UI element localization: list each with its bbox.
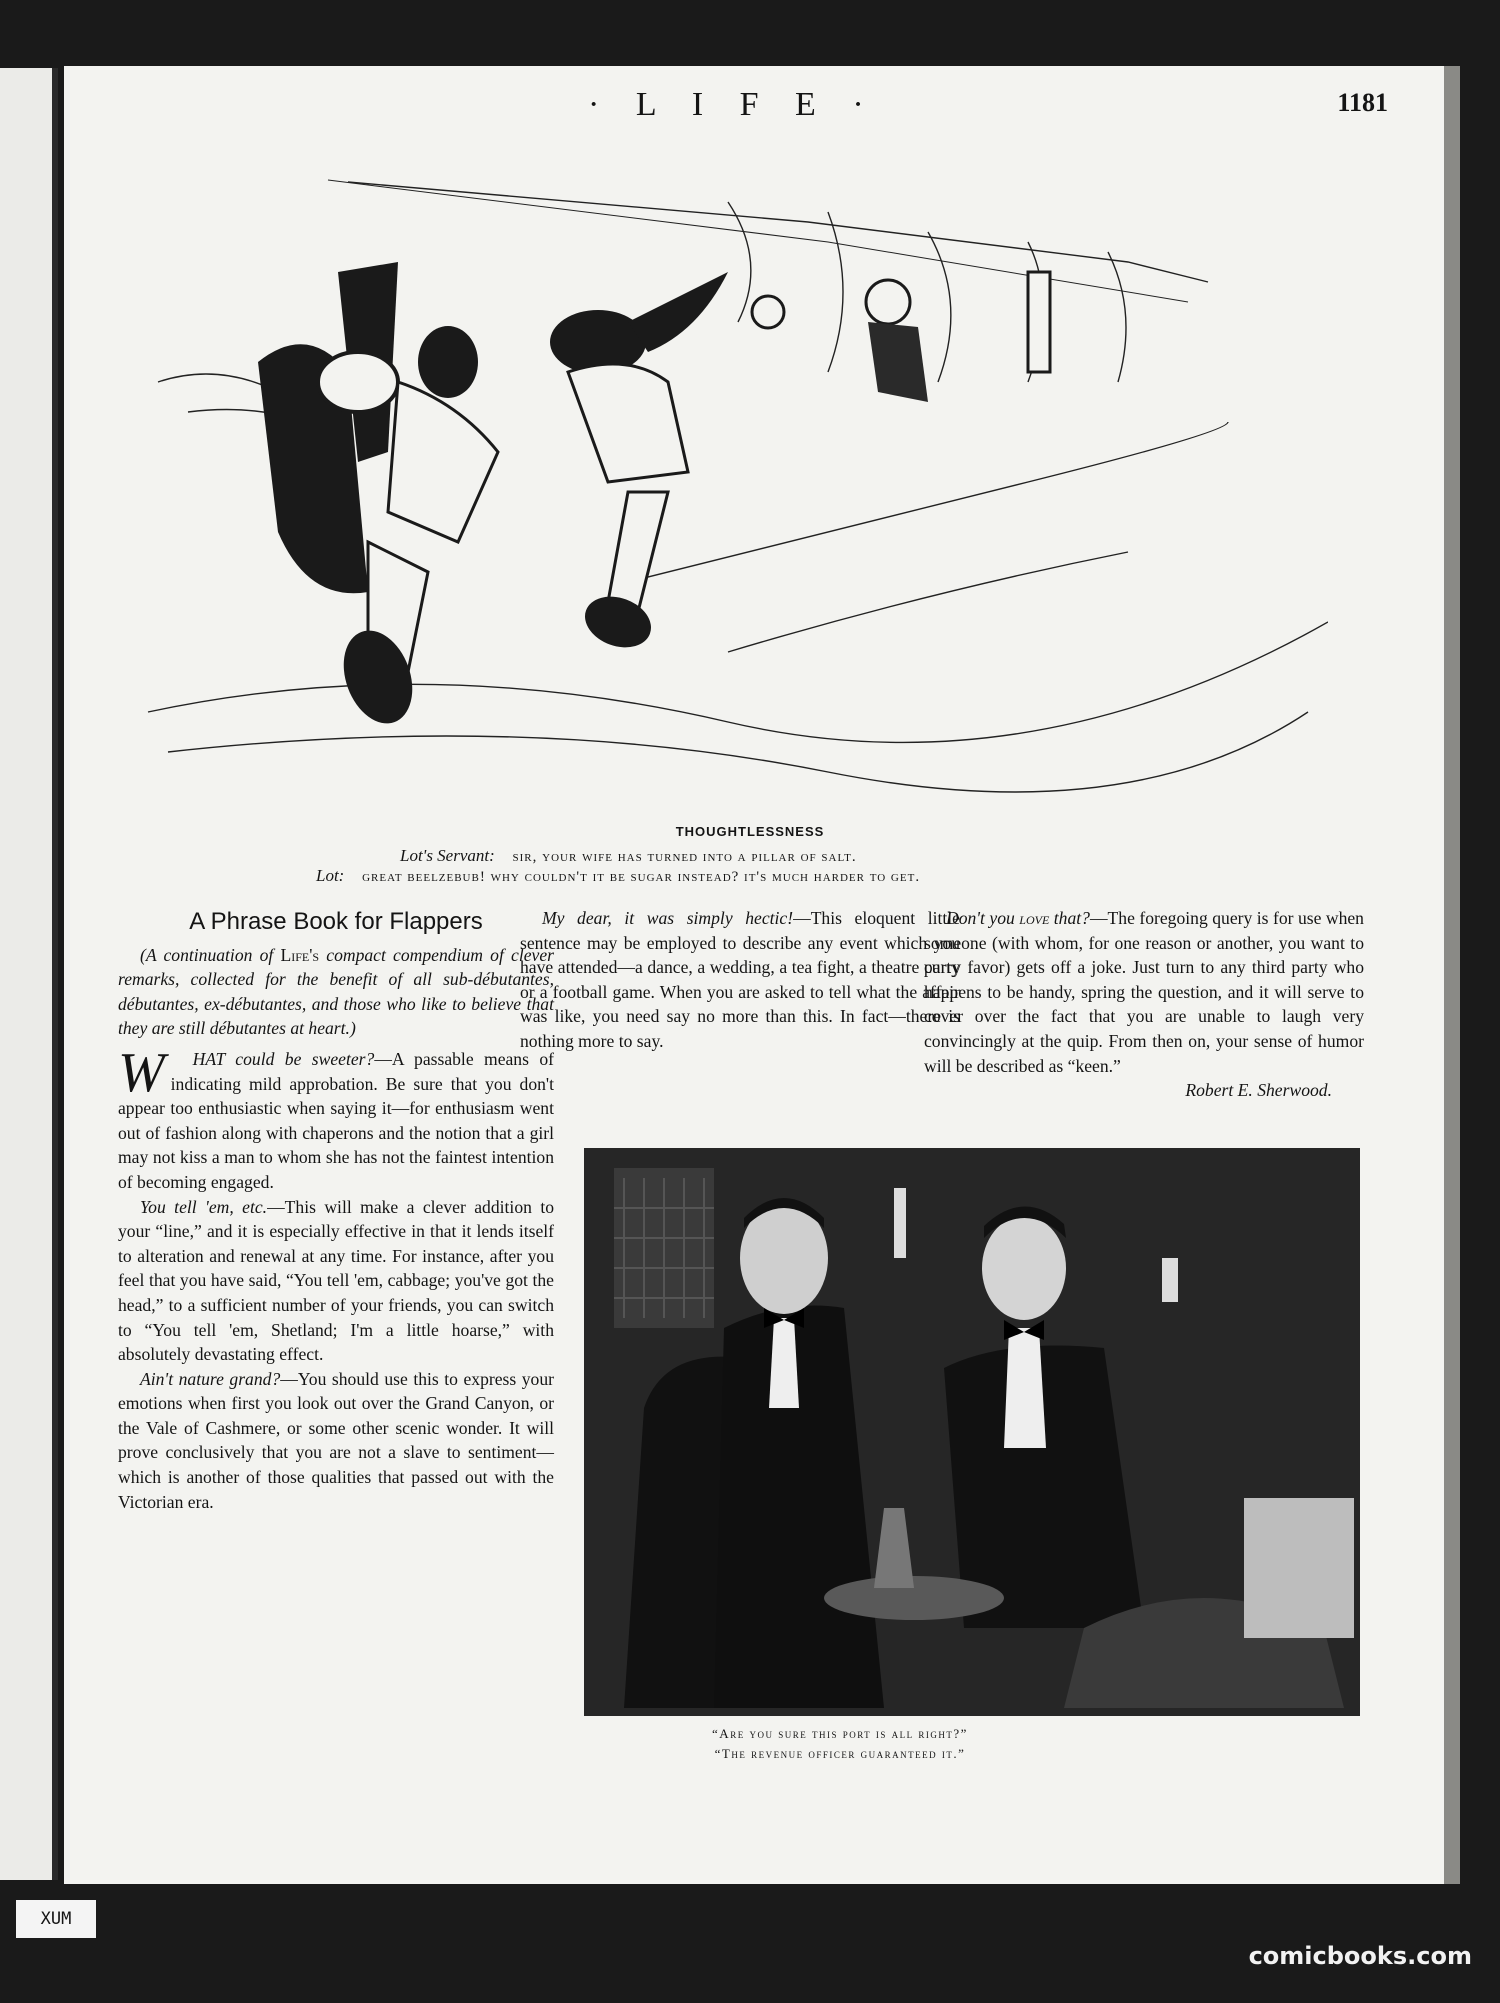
article-paragraph: You tell 'em, etc.—This will make a clever addition to your “line,” and it is especially effective in that it lends itself to alteration and renewal at any time. For instance, after you feel that you have said, “You tell 'em, cabbage; you've got the head,” to a sufficient number of your friends, you can switch to “You tell 'em, Shetland; I'm a little hoarse,” with absolutely devastating effect.	[118, 1196, 555, 1365]
drop-cap: W	[118, 1041, 165, 1104]
corner-label: XUM	[16, 1900, 96, 1938]
illustration-caption: “The revenue officer guaranteed it.”	[714, 1746, 966, 1761]
caption-speaker: Lot:	[316, 866, 345, 885]
article-paragraph: Ain't nature grand?—You should use this to express your emotions when first you look out over the Grand Canyon, or the Vale of Cashmere, or some other scenic wonder. It will prove conclusively that you are not a slave to sentiment—which is another of those qualities that passed out with the Victorian era.	[118, 1368, 555, 1512]
caption-text: great beelzebub! why couldn't it be sugar instead? it's much harder to get.	[362, 869, 921, 885]
cartoon-illustration	[128, 152, 1328, 812]
article-title: A Phrase Book for Flappers	[189, 908, 483, 935]
left-page-edge	[0, 68, 58, 1880]
cartoon-caption-line	[316, 866, 920, 886]
article-paragraph: Don't you love that?—The foregoing query is for use when someone (with whom, for one reason or another, you want to curry favor) gets off a joke. Just turn to any third party who happens to be handy, spring the question, and it will serve to cover over the fact that you are unable to laugh very convincingly at the quip. From then on, your sense of humor will be described as “keen.”	[924, 908, 1364, 1076]
article-byline: Robert E. Sherwood.	[1185, 1080, 1332, 1101]
article-paragraph: W HAT could be sweeter?—A passable means of indicating mild approbation. Be sure that you don't appear too enthusiastic when saying it—for enthusiasm went out of fashion along with chaperons and the notion that a girl may not kiss a man to whom she has not the faintest intention of becoming engaged.	[118, 1047, 554, 1195]
article-paragraph: My dear, it was simply hectic!—This eloquent little sentence may be employed to describe any event which you have attended—a dance, a wedding, a tea fight, a theatre party or a football game. When you are asked to tell what the affair was like, you need say no more than this. In fact—there is nothing more to say.	[520, 908, 960, 1051]
masthead: · L I F E ·	[588, 86, 878, 123]
illustration	[584, 1148, 1360, 1716]
article-column-2	[520, 906, 960, 1054]
site-watermark: comicbooks.com	[1248, 1942, 1472, 1970]
article-intro: (A continuation of Life's compact compendium of clever remarks, collected for the benefit of all sub-débutantes, débutantes, ex-débutantes, and those who like to believe that they are still débutantes at heart.)	[118, 944, 554, 1039]
illustration-caption: “Are you sure this port is all right?”	[712, 1726, 968, 1741]
cartoon-caption-line	[400, 846, 857, 866]
caption-speaker: Lot's Servant:	[400, 846, 495, 865]
page-shadow	[1444, 66, 1460, 1884]
article-column-3	[924, 906, 1364, 1103]
article-column-1	[118, 910, 554, 1514]
page-number: 1181	[1337, 88, 1388, 117]
page-header	[0, 86, 1500, 146]
caption-text: sir, your wife has turned into a pillar of salt.	[512, 849, 857, 865]
cartoon-title: THOUGHTLESSNESS	[675, 824, 825, 839]
